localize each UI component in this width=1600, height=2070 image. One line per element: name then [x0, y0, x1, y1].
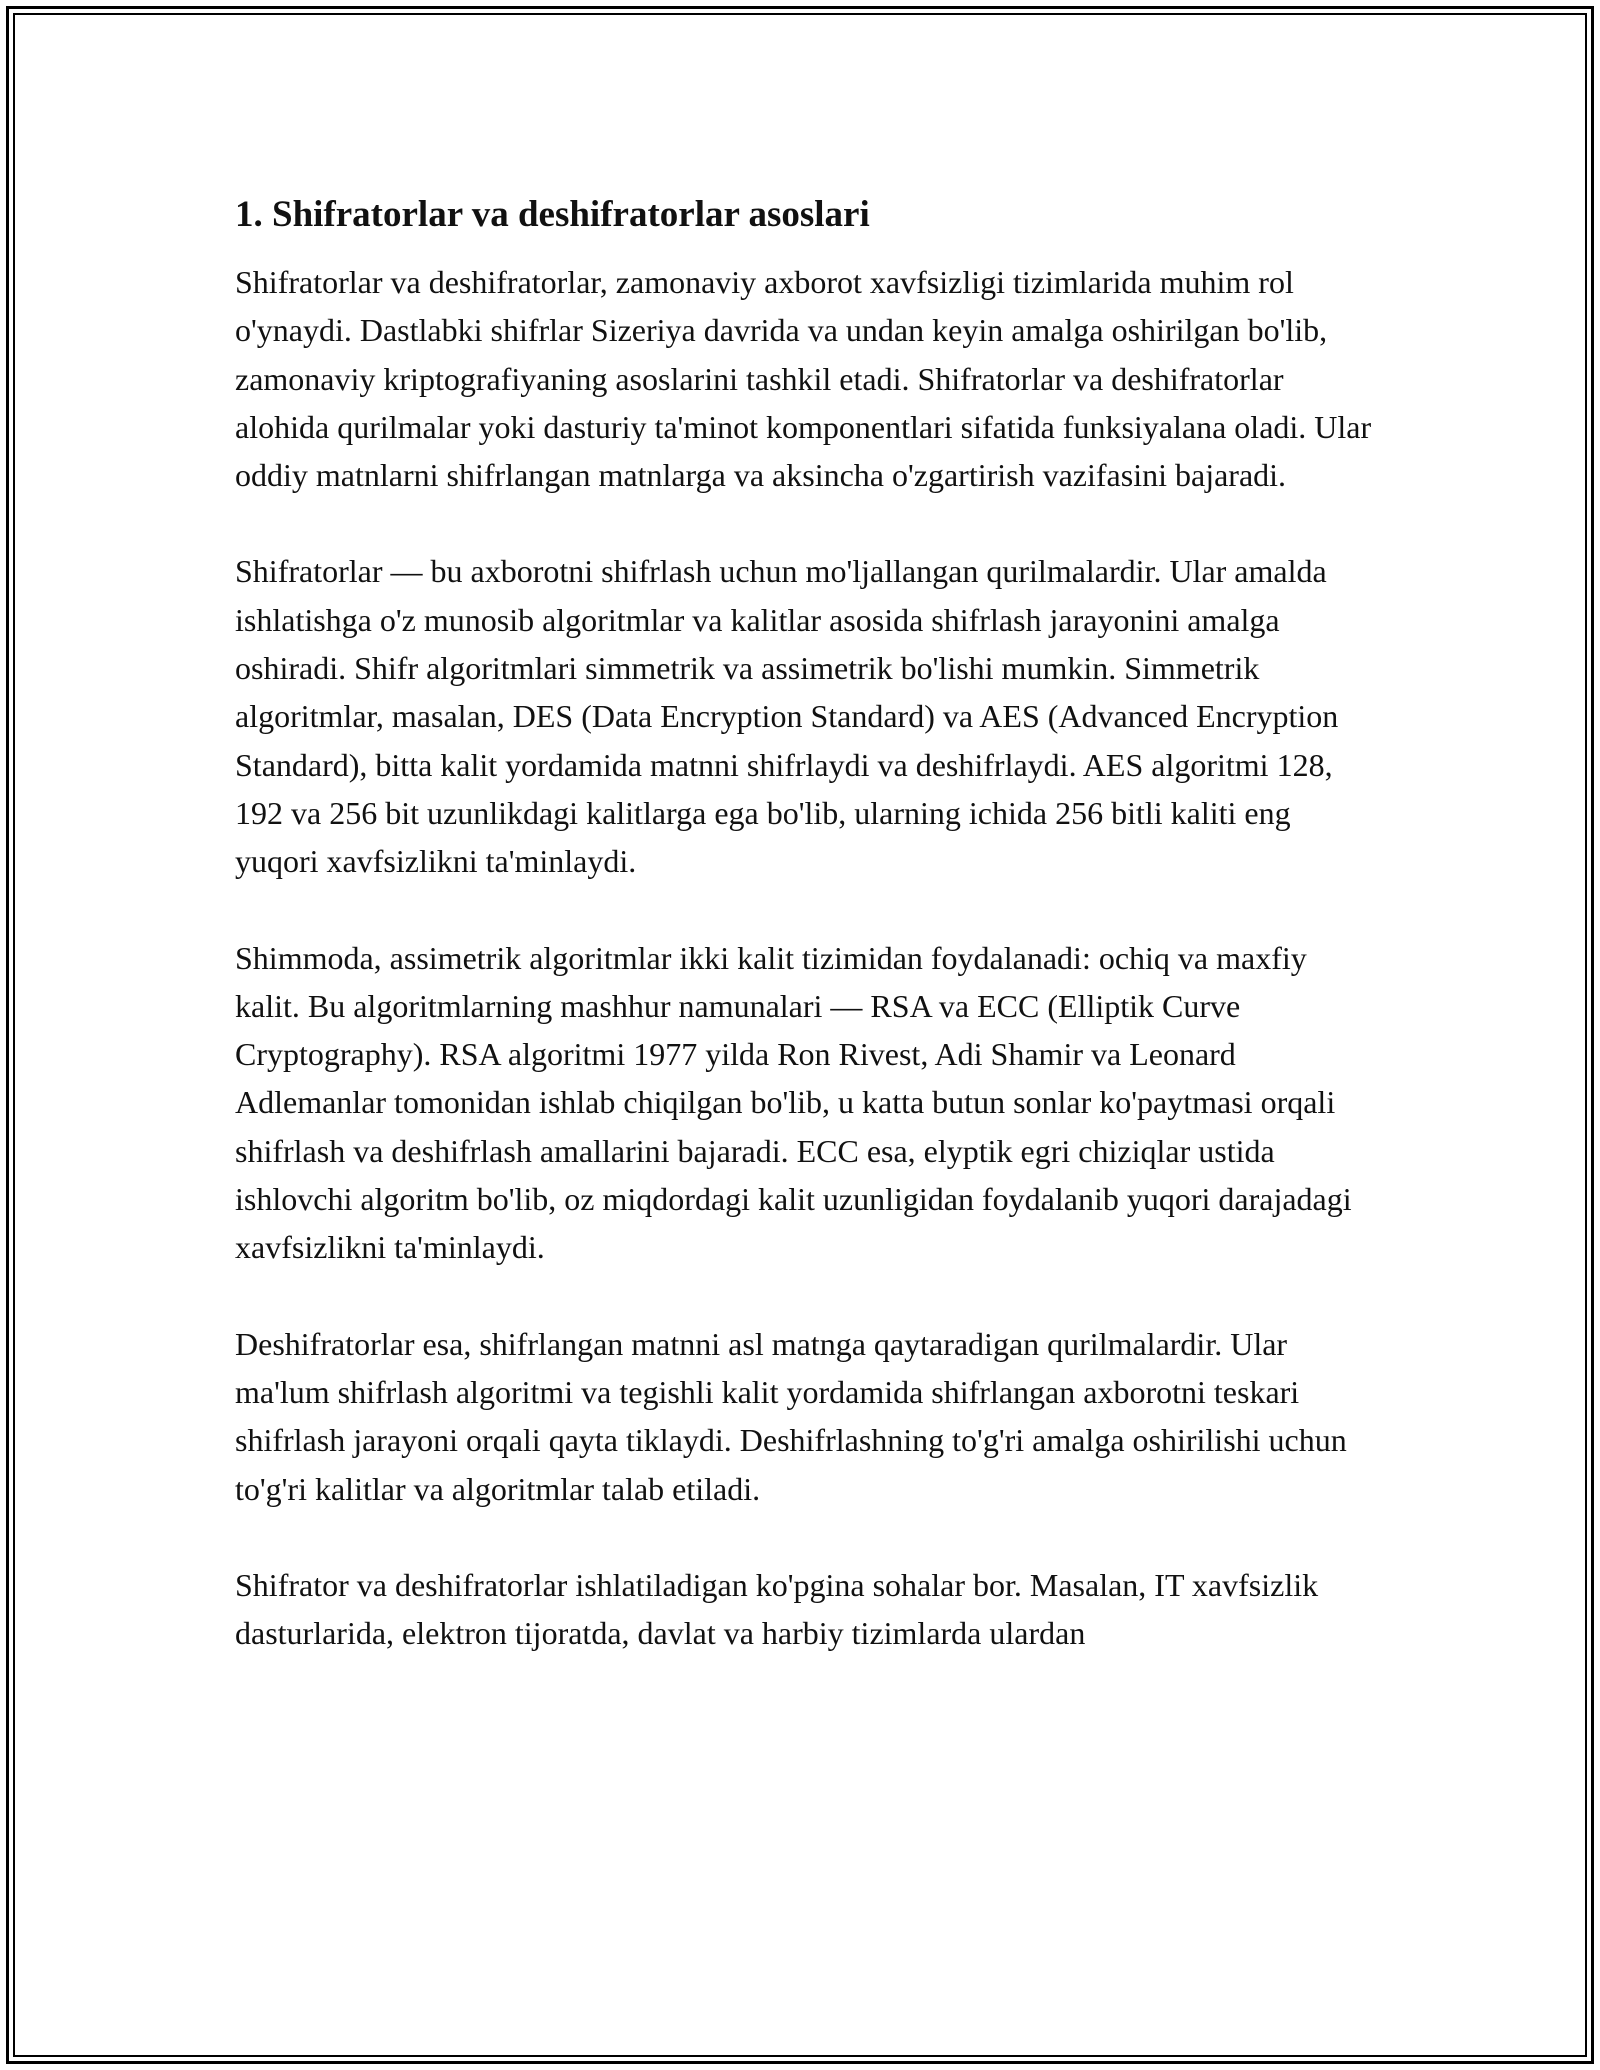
paragraph-decryptors: Deshifratorlar esa, shifrlangan matnni asl matnga qaytaradigan qurilmalardir. Ular ma'lum shifrlash algoritmi va tegishli kalit yordamida shifrlangan axborotni teskari shifrlash jarayoni orqali qayta tiklaydi. Deshifrlashning to'g'ri amalga oshirilishi uchun to'g'ri kalitlar va algoritmlar talab etiladi. — [235, 1325, 1347, 1507]
paragraph-encryptors: Shifratorlar — bu axborotni shifrlash uchun mo'ljallangan qurilmalardir. Ular amalda ishlatishga o'z munosib algoritmlar va kalitlar asosida shifrlash jarayonini amalga oshiradi. Shifr algoritmlari simmetrik va assimetrik bo'lishi mumkin. Simmetrik algoritmlar, masalan, DES (Data Encryption Standard) va AES (Advanced Encryption Standard), bitta kalit yordamida matnni shifrlaydi va deshifrlaydi. AES algoritmi 128, 192 va 256 bit uzunlikdagi kalitlarga ega bo'lib, ularning ichida 256 bitli kaliti eng yuqori xavfsizlikni ta'minlaydi. — [235, 553, 1339, 880]
paragraph-asymmetric: Shimmoda, assimetrik algoritmlar ikki kalit tizimidan foydalanadi: ochiq va maxfiy kalit. Bu algoritmlarning mashhur namunalari — RSA va ECC (Elliptik Curve Cryptography). RSA algoritmi 1977 yilda Ron Rivest, Adi Shamir va Leonard Adlemanlar tomonidan ishlab chiqilgan bo'lib, u katta butun sonlar ko'paytmasi orqali shifrlash va deshifrlash amallarini bajaradi. ECC esa, elyptik egri chiziqlar ustida ishlovchi algoritm bo'lib, oz miqdordagi kalit uzunligidan foydalanib yuqori darajadagi xavfsizlikni ta'minlaydi. — [235, 939, 1352, 1266]
paragraph-applications: Shifrator va deshifratorlar ishlatiladigan ko'pgina sohalar bor. Masalan, IT xavfsizlik dasturlarida, elektron tijoratda, davlat va harbiy tizimlarda ulardan — [235, 1566, 1319, 1652]
paragraph-intro: Shifratorlar va deshifratorlar, zamonaviy axborot xavfsizligi tizimlarida muhim rol o'ynaydi. Dastlabki shifrlar Sizeriya davrida va undan keyin amalga oshirilgan bo'lib, zamonaviy kriptografiyaning asoslarini tashkil etadi. Shifratorlar va deshifratorlar alohida qurilmalar yoki dasturiy ta'minot komponentlari sifatida funksiyalana oladi. Ular oddiy matnlarni shifrlangan matnlarga va aksincha o'zgartirish vazifasini bajaradi. — [235, 264, 1372, 494]
document-body — [235, 188, 1375, 1657]
section-heading: 1. Shifratorlar va deshifratorlar asoslari — [235, 194, 870, 235]
